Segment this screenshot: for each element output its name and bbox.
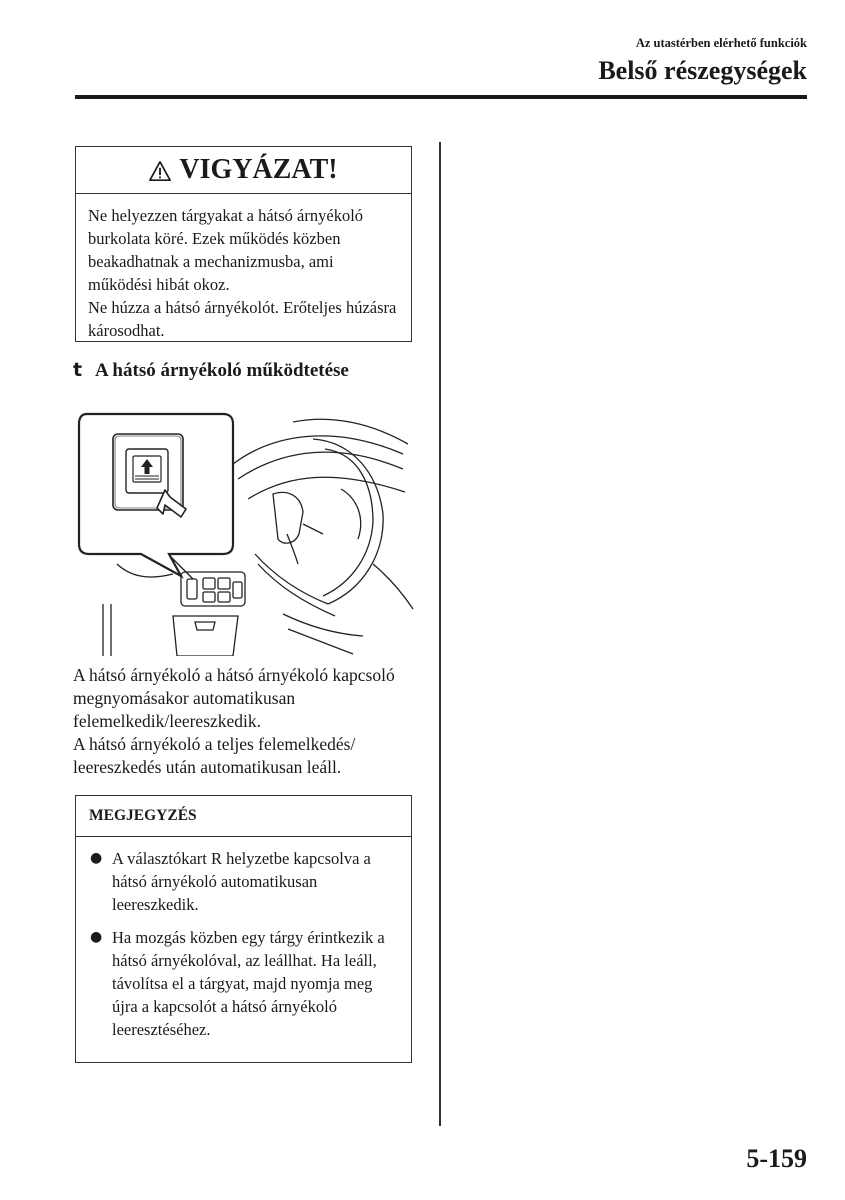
body-text bbox=[73, 664, 423, 779]
page-title: Belső részegységek bbox=[598, 56, 807, 85]
warning-triangle-icon bbox=[149, 160, 171, 182]
note-list bbox=[76, 837, 411, 1041]
note-header: MEGJEGYZÉS bbox=[76, 796, 411, 837]
warning-title: VIGYÁZAT! bbox=[179, 154, 338, 185]
note-item bbox=[90, 926, 401, 1041]
body-paragraph: A hátsó árnyékoló a teljes felemelkedés/ leereszkedés után automatikusan leáll. bbox=[73, 734, 356, 777]
warning-paragraph: Ne húzza a hátsó árnyékolót. Erőteljes húzásra károsodhat. bbox=[88, 298, 397, 340]
column-divider bbox=[439, 142, 441, 1126]
chapter-header: Az utastérben elérhető funkciók bbox=[635, 36, 807, 50]
note-item-text: Ha mozgás közben egy tárgy érintkezik a hátsó árnyékolóval, az leállhat. Ha leáll, távolítsa el a tárgyat, majd nyomja meg újra a kapcsolót a hátsó árnyékoló leeresztéséhez. bbox=[112, 928, 385, 1039]
section-title: A hátsó árnyékoló működtetése bbox=[95, 360, 349, 381]
note-item bbox=[90, 847, 401, 916]
rear-sunshade-switch-illustration bbox=[73, 404, 418, 656]
warning-header bbox=[76, 147, 411, 194]
note-box bbox=[75, 795, 412, 1063]
header-rule bbox=[75, 95, 807, 99]
section-heading bbox=[73, 359, 349, 382]
warning-box bbox=[75, 146, 412, 342]
section-bullet: t bbox=[73, 359, 83, 381]
warning-paragraph: Ne helyezzen tárgyakat a hátsó árnyékoló burkolata köré. Ezek működés közben beakadhatnak a mechanizmusba, ami működési hibát okoz. bbox=[88, 206, 364, 294]
bullet-icon: ● bbox=[90, 929, 103, 945]
body-paragraph: A hátsó árnyékoló a hátsó árnyékoló kapcsoló megnyomásakor automatikusan felemelkedik/leereszkedik. bbox=[73, 665, 395, 731]
figure bbox=[73, 404, 418, 656]
warning-body bbox=[76, 194, 411, 342]
note-item-text: A választókart R helyzetbe kapcsolva a hátsó árnyékoló automatikusan leereszkedik. bbox=[112, 849, 371, 914]
bullet-icon: ● bbox=[90, 850, 103, 866]
page-number: 5-159 bbox=[746, 1144, 807, 1173]
